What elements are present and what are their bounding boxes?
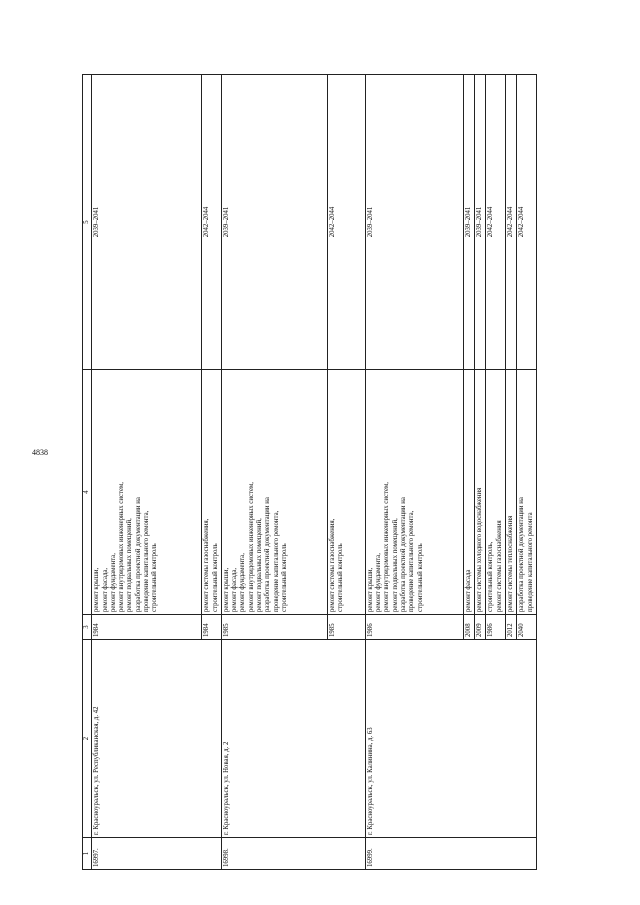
work-types [486, 370, 506, 615]
work-item: ремонт системы холодного водоснабжения [476, 487, 484, 612]
commission-year: 1986 [365, 615, 463, 640]
work-item: строительный контроль [211, 543, 219, 612]
planned-period: 2042–2044 [327, 75, 365, 370]
commission-year: 1984 [202, 615, 222, 640]
work-item: строительный контроль [280, 543, 288, 612]
work-item: проведение капитального ремонта, [143, 510, 151, 612]
planned-period: 2039–2041 [365, 75, 463, 370]
work-item: ремонт подвальных помещений, [391, 518, 399, 612]
commission-year: 2009 [475, 615, 486, 640]
header-col-2: 2 [83, 640, 92, 838]
planned-period: 2039–2041 [221, 75, 327, 370]
entry-address: г. Красноуральск, ул. Калинина, д. 63 [365, 640, 536, 838]
commission-year: 1985 [221, 615, 327, 640]
work-item: разработка проектной документации на [518, 497, 526, 612]
work-item: ремонт системы газоснабжения, [328, 518, 336, 612]
work-types [221, 370, 327, 615]
work-item: ремонт фундамента, [239, 553, 247, 612]
planned-period: 2042–2044 [517, 75, 537, 370]
work-types [202, 370, 222, 615]
work-item: строительный контроль, [487, 541, 495, 612]
table-row [92, 75, 202, 870]
planned-period: 2039–2041 [475, 75, 486, 370]
work-item: проведение капитального ремонта, [272, 510, 280, 612]
repair-schedule-table [82, 74, 537, 870]
work-types [92, 370, 202, 615]
planned-period: 2039–2041 [92, 75, 202, 370]
work-types [365, 370, 463, 615]
entry-number: 16999. [365, 838, 536, 870]
work-item: ремонт фасада, [101, 567, 109, 612]
entry-number: 16997. [92, 838, 222, 870]
work-item: ремонт фундамента, [109, 553, 117, 612]
commission-year: 2012 [506, 615, 517, 640]
work-types [506, 370, 517, 615]
work-item: ремонт фасада [464, 569, 472, 612]
page-number: 4838 [32, 448, 48, 457]
entry-address: г. Красноуральск, ул. Новая, д. 2 [221, 640, 365, 838]
work-types [475, 370, 486, 615]
work-item: строительный контроль [337, 543, 345, 612]
commission-year: 1986 [486, 615, 506, 640]
work-item: строительный контроль [416, 543, 424, 612]
work-item: строительный контроль [151, 543, 159, 612]
commission-year: 2008 [463, 615, 474, 640]
work-item: проведение капитального ремонта [526, 512, 534, 612]
entry-number: 16998. [221, 838, 365, 870]
work-item: ремонт крыши, [366, 567, 374, 612]
work-item: ремонт внутридомовых инженерных систем, [247, 482, 255, 612]
work-item: ремонт системы газоснабжения [495, 520, 503, 612]
work-types [517, 370, 537, 615]
work-item: ремонт крыши, [222, 567, 230, 612]
planned-period: 2039–2041 [463, 75, 474, 370]
entry-address: г. Красноуральск, ул. Республиканская, д. 42 [92, 640, 222, 838]
work-item: ремонт подвальных помещений, [126, 518, 134, 612]
table-row [365, 75, 463, 870]
work-types [327, 370, 365, 615]
work-item: ремонт фундамента, [375, 553, 383, 612]
planned-period: 2042–2044 [506, 75, 517, 370]
work-item: разработка проектной документации на [134, 497, 142, 612]
planned-period: 2042–2044 [486, 75, 506, 370]
commission-year: 1984 [92, 615, 202, 640]
header-col-3: 3 [83, 615, 92, 640]
work-item: проведение капитального ремонта, [408, 510, 416, 612]
header-col-1: 1 [83, 838, 92, 870]
header-col-4: 4 [83, 370, 92, 615]
work-item: ремонт системы газоснабжения, [203, 518, 211, 612]
rotated-table-container [82, 75, 534, 870]
table-body [92, 75, 537, 870]
work-item: разработка проектной документации на [400, 497, 408, 612]
work-item: разработка проектной документации на [264, 497, 272, 612]
work-item: ремонт фасада, [231, 567, 239, 612]
commission-year: 2040 [517, 615, 537, 640]
work-item: ремонт внутридомовых инженерных систем, [383, 482, 391, 612]
commission-year: 1985 [327, 615, 365, 640]
header-row [83, 75, 92, 870]
work-types [463, 370, 474, 615]
work-item: ремонт подвальных помещений, [256, 518, 264, 612]
header-col-5: 5 [83, 75, 92, 370]
work-item: ремонт системы теплоснабжения [507, 515, 515, 612]
work-item: ремонт крыши, [93, 567, 101, 612]
table-row [221, 75, 327, 870]
planned-period: 2042–2044 [202, 75, 222, 370]
work-item: ремонт внутридомовых инженерных систем, [118, 482, 126, 612]
